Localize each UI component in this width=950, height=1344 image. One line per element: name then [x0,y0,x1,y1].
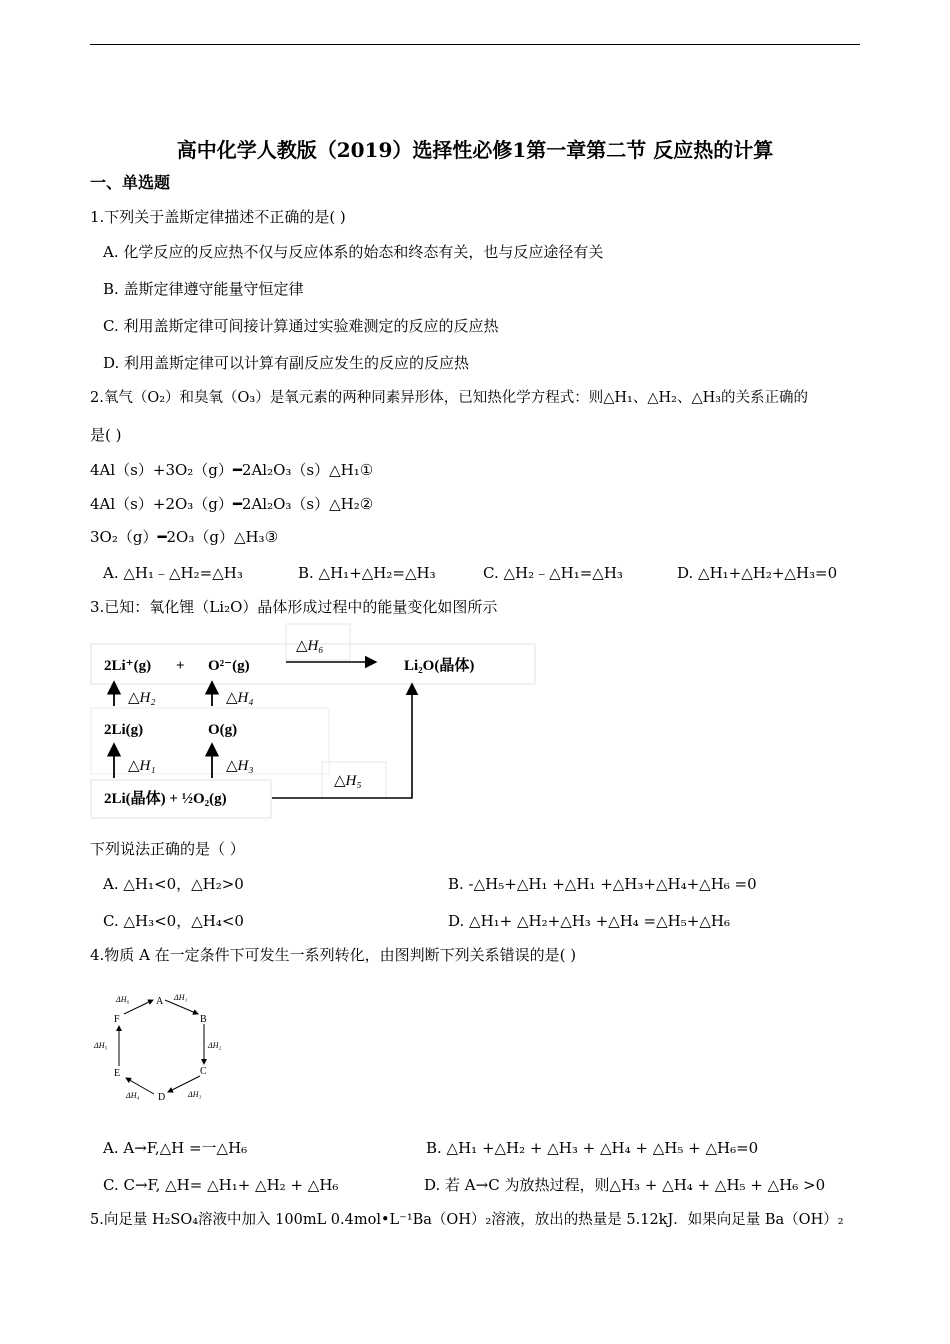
li2o-energy-diagram [90,622,540,822]
q2-option-c[interactable]: C. △H₂﹣△H₁=△H₃ [483,564,623,582]
page-title: 高中化学人教版（2019）选择性必修1第一章第二节 反应热的计算 [176,138,774,162]
q1-option-c[interactable]: C. 利用盖斯定律可间接计算通过实验难测定的反应的反应热 [103,317,499,335]
q1-option-a[interactable]: A. 化学反应的反应热不仅与反应体系的始态和终态有关，也与反应途径有关 [103,243,604,261]
node-c: C [200,1066,207,1077]
q4-option-a[interactable]: A. A→F,△H =一△H₆ [103,1139,248,1157]
section-heading: 一、单选题 [90,173,171,192]
label-dh1: △H₁ [128,758,156,774]
q4-option-b[interactable]: B. △H₁ +△H₂ + △H₃ + △H₄ + △H₅ + △H₆=0 [426,1139,759,1157]
label-dh3: ΔH₃ [188,1090,202,1099]
label-dh6: △H₆ [296,638,324,654]
q2-stem-line2: 是( ) [90,426,122,444]
q1-stem: 1.下列关于盖斯定律描述不正确的是( ) [90,208,346,226]
species-li2o-crystal: Li₂O(晶体) [404,658,475,674]
q3-option-a[interactable]: A. △H₁<0，△H₂>0 [103,875,244,893]
hexagon-cycle-diagram [92,986,242,1106]
diagram-box-mid [91,708,329,774]
node-a: A [156,996,164,1007]
q3-stem: 3.已知：氧化锂（Li₂O）晶体形成过程中的能量变化如图所示 [90,598,498,616]
q2-equation-3: 3O₂（g）━2O₃（g）△H₃③ [90,528,279,546]
species-oxide-ion-gas: O²⁻(g) [208,658,250,674]
q1-option-b[interactable]: B. 盖斯定律遵守能量守恒定律 [103,280,304,298]
label-dh4: △H₄ [226,690,254,706]
q2-equation-2: 4Al（s）+2O₃（g）━2Al₂O₃（s）△H₂② [90,495,374,513]
node-d: D [158,1092,166,1103]
q4-option-c[interactable]: C. C→F, △H= △H₁+ △H₂ + △H₆ [103,1176,339,1194]
species-li-ion-gas: 2Li⁺(g) [104,658,152,674]
node-e: E [114,1068,121,1079]
q3-prompt: 下列说法正确的是（ ） [90,840,245,858]
q2-option-b[interactable]: B. △H₁+△H₂=△H₃ [298,564,436,582]
q1-option-d[interactable]: D. 利用盖斯定律可以计算有副反应发生的反应的反应热 [103,354,470,372]
label-dh5: △H₅ [334,773,362,789]
q5-stem: 5.向足量 H₂SO₄溶液中加入 100mL 0.4mol•L⁻¹Ba（OH）₂溶液，放出的热量是 5.12kJ．如果向足量 Ba（OH）₂ [90,1212,844,1228]
q4-stem: 4.物质 A 在一定条件下可发生一系列转化，由图判断下列关系错误的是( ) [90,946,577,964]
edge-a-b [165,1000,198,1014]
header-rule [90,44,860,45]
q3-option-c[interactable]: C. △H₃<0，△H₄<0 [103,912,244,930]
q2-stem-line1: 2.氧气（O₂）和臭氧（O₃）是氧元素的两种同素异形体，已知热化学方程式：则△H₁、△H₂、△H₃的关系正确的 [90,390,809,406]
label-dh3: △H₃ [226,758,254,774]
label-dh4: ΔH₄ [126,1091,140,1100]
node-f: F [114,1014,120,1025]
q3-option-d[interactable]: D. △H₁+ △H₂+△H₃ +△H₄ =△H₅+△H₆ [448,912,730,930]
q4-option-d[interactable]: D. 若 A→C 为放热过程，则△H₃ + △H₄ + △H₅ + △H₆ >0 [424,1176,826,1194]
label-dh6: ΔH₆ [116,995,130,1004]
label-dh5: ΔH₅ [94,1041,108,1050]
q3-option-b[interactable]: B. -△H₅+△H₁ +△H₁ +△H₃+△H₄+△H₆ =0 [448,875,757,893]
species-o-gas: O(g) [208,722,238,738]
label-dh2: △H₂ [128,690,156,706]
q2-option-a[interactable]: A. △H₁﹣△H₂=△H₃ [103,564,243,582]
q2-option-d[interactable]: D. △H₁+△H₂+△H₃=0 [677,564,838,582]
q2-equation-1: 4Al（s）+3O₂（g）━2Al₂O₃（s）△H₁① [90,461,374,479]
label-dh1: ΔH₁ [174,993,188,1002]
species-reactants: 2Li(晶体) + ½O₂(g) [104,791,227,807]
node-b: B [200,1014,207,1025]
label-dh2: ΔH₂ [208,1041,222,1050]
species-li-gas: 2Li(g) [104,722,144,738]
plus-sign: + [176,658,185,674]
